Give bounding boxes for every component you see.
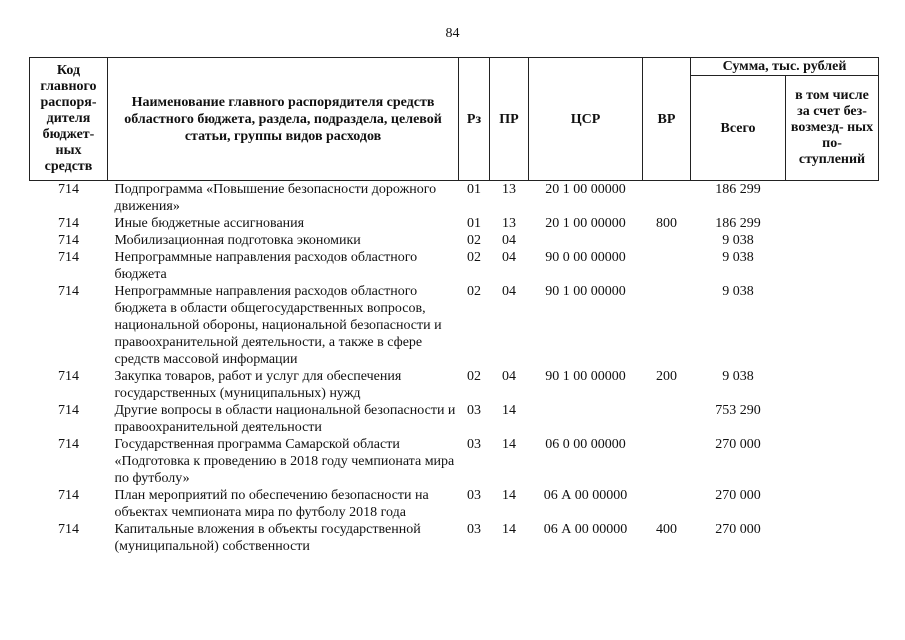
cell-total: 9 038	[722, 233, 754, 248]
table-body	[30, 181, 879, 556]
cell-pr: 14	[502, 488, 516, 503]
table-row	[30, 436, 879, 487]
cell-vr	[643, 487, 691, 521]
header-csr: ЦСР	[529, 58, 643, 181]
cell-vr: 200	[656, 369, 677, 384]
table-row	[30, 215, 879, 232]
cell-name: Другие вопросы в области национальной безопасности и правоохранительной деятельности	[114, 403, 456, 435]
header-vr: ВР	[643, 58, 691, 181]
cell-csr: 90 0 00 00000	[545, 250, 626, 265]
cell-total: 9 038	[722, 250, 754, 265]
cell-rz: 02	[467, 369, 481, 384]
cell-name: Иные бюджетные ассигнования	[114, 216, 305, 231]
cell-vr	[643, 181, 691, 216]
cell-code: 714	[58, 182, 79, 197]
cell-grants	[786, 402, 879, 436]
cell-vr	[643, 402, 691, 436]
table-row	[30, 249, 879, 283]
cell-pr: 04	[502, 369, 516, 384]
table-header	[30, 58, 879, 181]
cell-total: 270 000	[715, 488, 761, 503]
cell-pr: 13	[502, 182, 516, 197]
cell-rz: 03	[467, 522, 481, 537]
cell-code: 714	[58, 216, 79, 231]
cell-total: 186 299	[715, 216, 761, 231]
cell-code: 714	[58, 369, 79, 384]
cell-code: 714	[58, 284, 79, 299]
cell-grants	[786, 283, 879, 368]
cell-grants	[786, 521, 879, 555]
header-code: Код главного распоря- дителя бюджет- ных средств	[30, 58, 108, 181]
cell-total: 270 000	[715, 437, 761, 452]
cell-name: План мероприятий по обеспечению безопасности на объектах чемпионата мира по футболу 2018 года	[114, 488, 429, 520]
cell-total: 270 000	[715, 522, 761, 537]
cell-total: 186 299	[715, 182, 761, 197]
cell-vr	[643, 249, 691, 283]
cell-name: Закупка товаров, работ и услуг для обеспечения государственных (муниципальных) нужд	[114, 369, 402, 401]
cell-rz: 02	[467, 233, 481, 248]
budget-table	[29, 57, 879, 555]
cell-rz: 01	[467, 182, 481, 197]
cell-csr: 20 1 00 00000	[545, 216, 626, 231]
cell-pr: 14	[502, 522, 516, 537]
cell-csr: 90 1 00 00000	[545, 284, 626, 299]
table-row	[30, 521, 879, 555]
cell-name: Непрограммные направления расходов областного бюджета в области общегосударственных вопросов, национальной обороны, национальной безопасности и правоохранительной деятельности, а также в сфере средств массовой информации	[114, 284, 442, 367]
page-number: 84	[445, 26, 460, 41]
cell-grants	[786, 436, 879, 487]
cell-csr: 06 0 00 00000	[545, 437, 626, 452]
cell-vr	[643, 436, 691, 487]
header-grants: в том числе за счет без- возмезд- ных по- ступлений	[786, 76, 879, 181]
cell-code: 714	[58, 250, 79, 265]
cell-vr: 800	[656, 216, 677, 231]
cell-vr: 400	[656, 522, 677, 537]
cell-pr: 04	[502, 250, 516, 265]
cell-pr: 13	[502, 216, 516, 231]
cell-code: 714	[58, 233, 79, 248]
cell-code: 714	[58, 437, 79, 452]
table-row	[30, 181, 879, 216]
cell-rz: 01	[467, 216, 481, 231]
cell-rz: 02	[467, 250, 481, 265]
cell-name: Государственная программа Самарской области «Подготовка к проведению в 2018 году чемпионата мира по футболу»	[114, 437, 455, 486]
cell-code: 714	[58, 403, 79, 418]
cell-grants	[786, 249, 879, 283]
cell-pr: 04	[502, 284, 516, 299]
cell-total: 9 038	[722, 369, 754, 384]
cell-total: 9 038	[722, 284, 754, 299]
cell-rz: 03	[467, 488, 481, 503]
cell-rz: 03	[467, 403, 481, 418]
cell-csr: 20 1 00 00000	[545, 182, 626, 197]
cell-rz: 03	[467, 437, 481, 452]
cell-name: Мобилизационная подготовка экономики	[114, 233, 361, 248]
table-row	[30, 232, 879, 249]
cell-code: 714	[58, 488, 79, 503]
cell-pr: 14	[502, 403, 516, 418]
cell-csr: 06 А 00 00000	[543, 522, 628, 537]
cell-total: 753 290	[715, 403, 761, 418]
header-name: Наименование главного распорядителя средств областного бюджета, раздела, подраздела, целевой статьи, группы видов расходов	[108, 58, 459, 181]
header-rz: Рз	[459, 58, 490, 181]
cell-vr	[643, 232, 691, 249]
cell-pr: 14	[502, 437, 516, 452]
cell-csr: 90 1 00 00000	[545, 369, 626, 384]
cell-rz: 02	[467, 284, 481, 299]
cell-csr	[529, 232, 643, 249]
cell-name: Непрограммные направления расходов областного бюджета	[114, 250, 418, 282]
cell-grants	[786, 368, 879, 402]
cell-grants	[786, 181, 879, 216]
table-row	[30, 368, 879, 402]
header-sum-group: Сумма, тыс. рублей	[691, 58, 879, 76]
cell-name: Капитальные вложения в объекты государственной (муниципальной) собственности	[114, 522, 421, 554]
cell-name: Подпрограмма «Повышение безопасности дорожного движения»	[114, 182, 437, 214]
table-row	[30, 402, 879, 436]
cell-grants	[786, 215, 879, 232]
header-pr: ПР	[490, 58, 529, 181]
header-total: Всего	[691, 76, 786, 181]
cell-pr: 04	[502, 233, 516, 248]
cell-grants	[786, 232, 879, 249]
cell-code: 714	[58, 522, 79, 537]
cell-vr	[643, 283, 691, 368]
cell-csr	[529, 402, 643, 436]
cell-grants	[786, 487, 879, 521]
table-row	[30, 487, 879, 521]
table-row	[30, 283, 879, 368]
cell-csr: 06 А 00 00000	[543, 488, 628, 503]
